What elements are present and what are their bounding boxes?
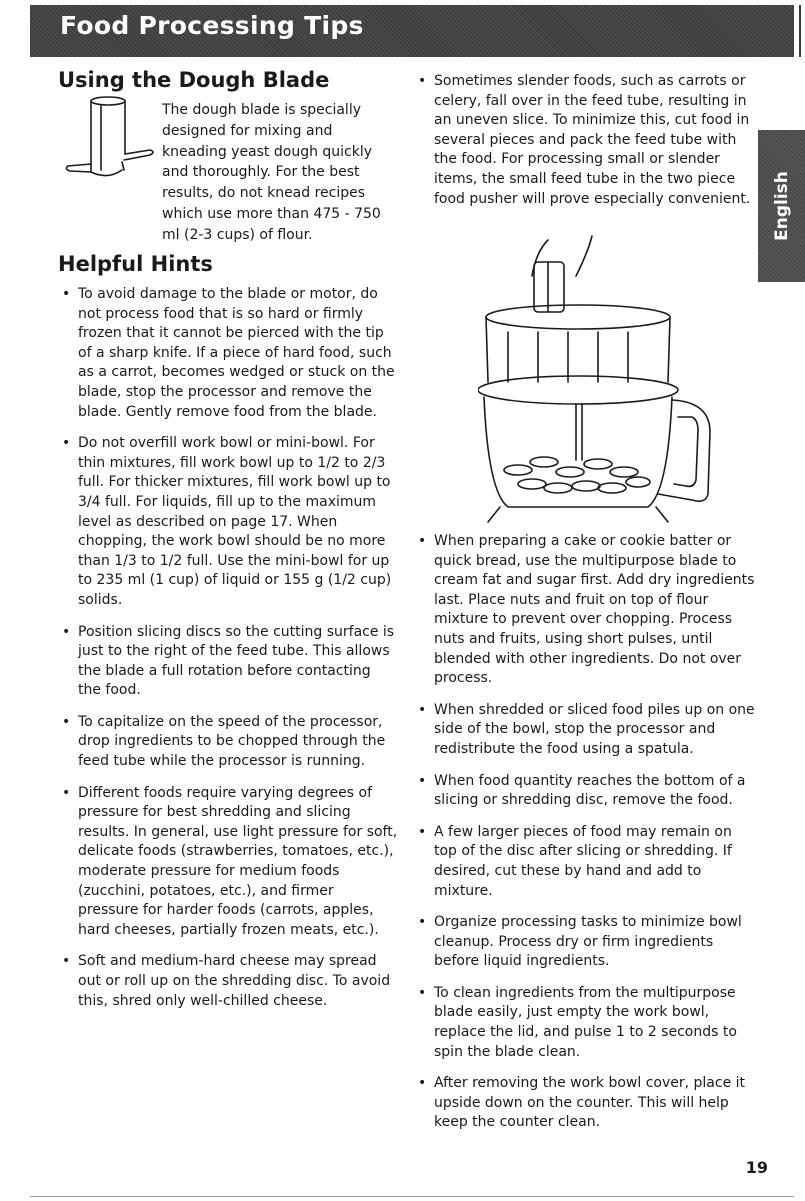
dough-blade-icon — [62, 92, 162, 187]
hints-heading: Helpful Hints — [58, 252, 213, 276]
list-item: • To capitalize on the speed of the processor, drop ingredients to be chopped through the feed tube while the processor is running. — [58, 713, 398, 772]
hints-list-left — [58, 285, 398, 1023]
list-item: • Soft and medium-hard cheese may spread out or roll up on the shredding disc. To avoid this, shred only well-chilled cheese. — [58, 952, 398, 1011]
list-item: • Do not overfill work bowl or mini-bowl. For thin mixtures, fill work bowl up to 1/2 to 2/3 full. For thicker mixtures, fill work bowl up to 3/4 full. For liquids, fill up to the maximum level as described on page 17. When chopping, the work bowl should be no more than 1/3 to 1/2 full. Use the mini-bowl for up to 235 ml (1 cup) of liquid or 155 g (1/2 cup) solids. — [58, 434, 398, 610]
page-number: 19 — [745, 1158, 768, 1177]
section-banner — [30, 5, 794, 57]
list-item: • To avoid damage to the blade or motor, do not process food that is so hard or firmly frozen that it cannot be pierced with the tip of a sharp knife. If a piece of hard food, such as a carrot, becomes wedged or stuck on the blade, stop the processor and remove the blade. Gently remove food from the blade. — [58, 285, 398, 422]
list-item: • A few larger pieces of food may remain on top of the disc after slicing or shredding. If desired, cut these by hand and add to mixture. — [414, 823, 756, 901]
list-item: • Different foods require varying degrees of pressure for best shredding and slicing results. In general, use light pressure for soft, delicate foods (strawberries, tomatoes, etc.), moderate pressure for medium foods (zucchini, potatoes, etc.), and firmer pressure for harder foods (carrots, apples, hard cheeses, partially frozen meats, etc.). — [58, 784, 398, 941]
language-tab — [758, 130, 805, 282]
list-item: • When shredded or sliced food piles up on one side of the bowl, stop the processor and redistribute the food using a spatula. — [414, 701, 756, 760]
list-item: • Organize processing tasks to minimize bowl cleanup. Process dry or firm ingredients before liquid ingredients. — [414, 913, 756, 972]
list-item: • After removing the work bowl cover, place it upside down on the counter. This will help keep the counter clean. — [414, 1074, 756, 1133]
footer-rule — [30, 1196, 794, 1197]
list-item: • To clean ingredients from the multipurpose blade easily, just empty the work bowl, replace the lid, and pulse 1 to 2 seconds to spin the blade clean. — [414, 984, 756, 1062]
list-item: • When preparing a cake or cookie batter or quick bread, use the multipurpose blade to cream fat and sugar first. Add dry ingredients last. Place nuts and fruit on top of flour mixture to prevent over chopping. Process nuts and fruits, using short pulses, until blended with other ingredients. Do not over process. — [414, 532, 756, 689]
dough-heading: Using the Dough Blade — [58, 68, 330, 92]
hints-list-right-top — [414, 72, 756, 209]
food-processor-icon — [478, 232, 718, 524]
list-item: • Sometimes slender foods, such as carrots or celery, fall over in the feed tube, resulting in an uneven slice. To minimize this, cut food in several pieces and pack the feed tube with the food. For processing small or slender items, the small feed tube in the two piece food pusher will prove especially convenient. — [414, 72, 756, 209]
language-tab-label: English — [771, 171, 792, 241]
page-title: Food Processing Tips — [60, 11, 364, 40]
edge-rule — [799, 5, 801, 57]
dough-text: The dough blade is specially designed for mixing and kneading yeast dough quickly and thoroughly. For the best results, do not knead recipes which use more than 475 - 750 ml (2-3 cups) of flour. — [162, 102, 381, 243]
list-item: • Position slicing discs so the cutting surface is just to the right of the feed tube. This allows the blade a full rotation before contacting the food. — [58, 623, 398, 701]
list-item: • When food quantity reaches the bottom of a slicing or shredding disc, remove the food. — [414, 772, 756, 811]
hints-list-right-bottom — [414, 532, 756, 1145]
